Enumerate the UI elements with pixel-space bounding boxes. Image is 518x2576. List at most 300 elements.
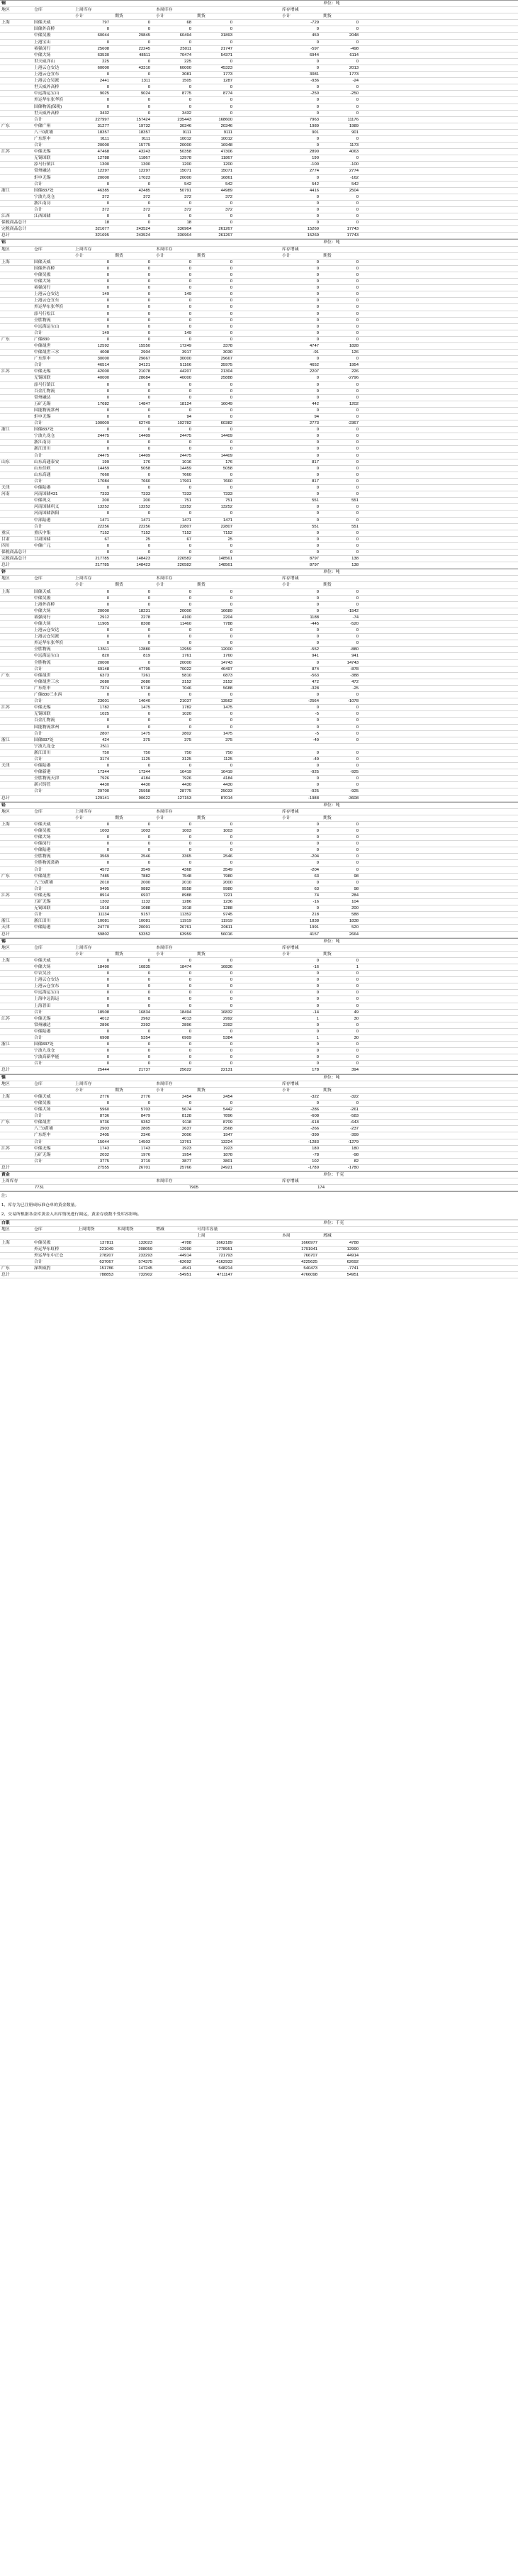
change-futures-cell: 551 (351, 498, 359, 503)
last-subtotal-cell: 8736 (99, 1114, 109, 1119)
table-row (0, 162, 518, 168)
this-futures-cell: 9111 (223, 130, 232, 135)
change-subtotal-cell: 4157 (309, 932, 319, 937)
table-row (0, 860, 518, 866)
last-futures-cell: 0 (147, 861, 150, 866)
change-futures-cell: 0 (356, 330, 359, 335)
change-futures-cell: 0 (356, 880, 359, 885)
this-subtotal-cell: 3432 (181, 111, 191, 116)
last-futures-cell: 0 (147, 835, 150, 840)
this-subtotal-cell: 0 (188, 286, 191, 291)
this-subtotal-cell: 0 (188, 260, 191, 264)
this-subtotal-cell: 0 (188, 1029, 191, 1034)
last-subtotal-cell: 2441 (99, 79, 109, 84)
last-subtotal-cell: 9111 (100, 136, 109, 141)
warehouse-cell: 外运华东张华浜 (34, 98, 64, 103)
table-row (0, 822, 518, 828)
table-row (0, 1126, 518, 1132)
table-row (0, 640, 518, 647)
last-futures-cell: 10081 (138, 919, 150, 924)
metal-name: 铅 (1, 803, 6, 808)
warehouse-cell: 中储大场 (34, 835, 51, 840)
this-subtotal-cell: 1923 (181, 1146, 191, 1151)
table-row (0, 1272, 518, 1278)
this-subtotal-cell: 63959 (179, 932, 191, 937)
this-futures-cell: 732902 (138, 1273, 152, 1277)
warehouse-cell: 外运华东虹桥 (34, 1247, 60, 1251)
change-subtotal-cell: 1 (316, 1016, 319, 1021)
last-subtotal-cell: 0 (106, 415, 109, 419)
unit-label: 单位：千克 (323, 1221, 344, 1226)
header-subtotal: 小计 (75, 583, 84, 588)
last-futures-cell: 137811 (99, 1240, 113, 1245)
this-futures-cell: 0 (230, 395, 232, 400)
change-subtotal-cell: 1838 (309, 919, 319, 924)
last-futures-cell: 0 (147, 408, 150, 413)
change-futures-cell: 0 (356, 602, 359, 607)
region-cell: 浙江 (1, 428, 10, 433)
this-subtotal-cell: 336964 (177, 233, 191, 238)
table-row (0, 841, 518, 847)
change-subtotal-cell: 0 (316, 492, 319, 497)
warehouse-cell: 合计 (34, 1010, 43, 1015)
last-futures-cell: 0 (147, 330, 150, 335)
header-change: 库存增减 (282, 247, 299, 252)
header-this-week: 本周库存 (156, 8, 173, 13)
change-subtotal-cell: 472 (312, 679, 319, 684)
this-futures-cell: 148561 (218, 563, 232, 568)
table-row (0, 589, 518, 596)
warehouse-cell: 中储大场 (34, 964, 51, 969)
last-futures-cell: 0 (147, 447, 150, 452)
this-futures-cell: 7152 (223, 530, 232, 535)
change-subtotal-cell: 0 (316, 214, 319, 219)
last-subtotal-cell: 3432 (99, 111, 109, 116)
this-futures-cell: 0 (230, 971, 232, 976)
last-futures-cell: 6937 (140, 893, 150, 898)
change-futures-cell: 0 (356, 737, 359, 742)
this-subtotal-cell: 30346 (179, 123, 191, 128)
warehouse-cell: 合计 (34, 867, 43, 872)
last-futures-cell: 0 (147, 40, 150, 45)
this-futures-cell: 2568 (223, 1127, 232, 1132)
metal-name: 镍 (1, 1075, 6, 1080)
change-subtotal-cell: 218 (312, 913, 319, 918)
this-subtotal-cell: 1016 (181, 459, 191, 464)
this-futures-cell: 261267 (218, 233, 232, 238)
last-futures-cell: 788853 (99, 1273, 113, 1277)
this-subtotal-cell: 25011 (180, 46, 191, 51)
table-row (0, 847, 518, 854)
table-row (0, 298, 518, 304)
last-subtotal-cell: 0 (106, 550, 109, 554)
table-row (0, 472, 518, 479)
this-subtotal-cell: 4013 (181, 1016, 191, 1021)
change-futures-cell: -399 (350, 1133, 359, 1138)
table-row (0, 854, 518, 860)
warehouse-cell: 中远海运宝山 (34, 991, 60, 996)
change-subtotal-cell: 0 (316, 472, 319, 477)
this-futures-cell: 29667 (220, 357, 232, 362)
warehouse-cell: 中储天威 (34, 958, 51, 963)
last-futures-cell: 0 (147, 628, 150, 633)
last-futures-cell: 0 (147, 59, 150, 64)
this-futures-cell: 2392 (223, 1022, 232, 1027)
change-futures-cell: 0 (356, 299, 359, 303)
warehouse-cell: 中农吴泾 (34, 971, 51, 976)
this-subtotal-cell: 0 (188, 318, 191, 323)
warehouse-cell: 上港云仓宜东 (34, 72, 60, 77)
header-this-week: 本周库存 (156, 945, 173, 950)
last-subtotal-cell: 25444 (97, 1068, 109, 1073)
table-row (0, 401, 518, 408)
change-subtotal-cell: 0 (316, 958, 319, 963)
this-futures-cell: 0 (230, 589, 232, 594)
last-futures-cell: 7152 (140, 530, 150, 535)
this-futures-cell: 0 (230, 111, 232, 116)
table-row (0, 769, 518, 776)
last-subtotal-cell: 0 (106, 842, 109, 847)
this-futures-cell: 0 (230, 984, 232, 989)
warehouse-cell: 中储晟世 (34, 874, 51, 879)
last-futures-cell: 9024 (140, 91, 150, 96)
this-futures-cell: 133023 (138, 1240, 152, 1245)
last-futures-cell: 0 (147, 337, 150, 342)
change-subtotal-cell: 0 (316, 641, 319, 646)
this-subtotal-cell: 8988 (181, 893, 191, 898)
last-subtotal-cell: 217785 (95, 563, 109, 568)
header-subtotal: 小计 (75, 815, 84, 820)
last-futures-cell: 20091 (138, 925, 150, 930)
last-subtotal-cell: 0 (106, 1042, 109, 1047)
last-futures-cell: 5703 (140, 1108, 150, 1113)
last-subtotal-cell: 4430 (99, 783, 109, 788)
change-subtotal-cell: 0 (316, 440, 319, 445)
last-subtotal-cell: 225 (102, 59, 109, 64)
this-futures-cell: 7660 (223, 479, 232, 484)
table-row (0, 874, 518, 880)
change-subtotal-cell: 551 (312, 524, 319, 529)
warehouse-cell: 八三0黄埔 (34, 880, 53, 885)
change-subtotal-cell: 0 (316, 85, 319, 90)
change-futures-cell: 0 (356, 104, 359, 109)
region-cell: 江西 (1, 214, 10, 219)
last-subtotal-cell: 7374 (99, 686, 109, 691)
change-futures-cell: 98 (354, 874, 359, 879)
change-futures-cell: -322 (350, 1094, 359, 1099)
change-subtotal-cell: 0 (316, 842, 319, 847)
table-row (0, 880, 518, 886)
change-futures-cell: -1279 (347, 1139, 359, 1144)
last-futures-cell: 2278 (140, 615, 150, 620)
unit-label: 单位：吨 (323, 1, 340, 6)
warehouse-cell: 常州融达 (34, 1022, 51, 1027)
this-futures-cell: 25 (227, 537, 232, 542)
this-futures-cell: 20346 (220, 123, 232, 128)
last-futures-cell: 25958 (138, 789, 150, 794)
change-subtotal-cell: 0 (316, 543, 319, 548)
table-row (0, 104, 518, 111)
cap-this-cell: 1666977 (301, 1240, 317, 1245)
warehouse-cell: 合计 (34, 1259, 43, 1264)
this-futures-cell: 1947 (223, 1133, 232, 1138)
table-row (0, 1042, 518, 1048)
last-subtotal-cell: 0 (106, 978, 109, 983)
change-subtotal-cell: 817 (312, 459, 319, 464)
table-row (0, 291, 518, 298)
last-subtotal-cell: 6908 (99, 1036, 109, 1040)
this-subtotal-cell: 4430 (181, 783, 191, 788)
region-cell: 浙江 (1, 1042, 10, 1047)
this-futures-cell: 0 (230, 330, 232, 335)
change-subtotal-cell: 0 (316, 279, 319, 284)
this-futures-cell: 16836 (220, 964, 232, 969)
warehouse-cell: 合计 (34, 330, 43, 335)
region-cell: 江苏 (1, 1016, 10, 1021)
last-subtotal-cell: 2912 (99, 615, 109, 620)
header-futures: 期货 (197, 815, 205, 820)
this-subtotal-cell: 0 (188, 1055, 191, 1060)
region-cell: 广东 (1, 123, 10, 128)
subheader-row (0, 1088, 518, 1094)
change-subtotal-cell: 7963 (309, 117, 319, 122)
change-futures-cell: 2664 (349, 932, 359, 937)
last-futures-cell: 148423 (136, 557, 150, 562)
last-futures-cell: 0 (147, 395, 150, 400)
last-futures-cell: 0 (147, 214, 150, 219)
change-subtotal-cell: 63 (314, 886, 319, 891)
cap-change-cell: 62692 (347, 1259, 359, 1264)
last-subtotal-cell: 0 (106, 214, 109, 219)
last-subtotal-cell: 46514 (97, 363, 109, 368)
last-subtotal-cell: 0 (106, 984, 109, 989)
warehouse-cell: 中储大场 (34, 279, 51, 284)
table-row (0, 194, 518, 201)
change-subtotal-cell: 551 (312, 498, 319, 503)
region-cell: 山东 (1, 459, 10, 464)
last-subtotal-cell: 0 (106, 40, 109, 45)
cap-this-cell: 540473 (303, 1266, 317, 1271)
last-futures-cell: 0 (147, 602, 150, 607)
table-row (0, 343, 518, 350)
this-futures-cell: 3801 (223, 1159, 232, 1164)
table-row (0, 899, 518, 905)
region-cell: 浙江 (1, 188, 10, 193)
header-futures: 期货 (323, 253, 332, 258)
this-subtotal-cell: 2010 (181, 880, 191, 885)
header-row (0, 945, 518, 952)
warehouse-cell: 裕强闵行 (34, 615, 51, 620)
change-futures-cell: 2013 (349, 65, 359, 70)
change-subtotal-cell: 0 (316, 505, 319, 510)
change-futures-cell: 4063 (349, 150, 359, 155)
this-subtotal-cell: 9118 (182, 1120, 191, 1125)
last-futures-cell: 0 (147, 550, 150, 554)
last-subtotal-cell: 20000 (97, 660, 109, 665)
change-subtotal-cell: -204 (310, 867, 319, 872)
this-subtotal-cell: 375 (184, 737, 191, 742)
change-futures-cell: 0 (356, 718, 359, 723)
warehouse-cell: 中远海运宝山 (34, 91, 60, 96)
this-futures-cell: 372 (225, 208, 232, 212)
table-row (0, 602, 518, 608)
last-futures-cell: 48511 (139, 52, 150, 57)
change-futures-cell: 0 (356, 286, 359, 291)
this-futures-cell: 6873 (223, 673, 232, 678)
warehouse-cell: 合计 (34, 117, 43, 122)
this-futures-cell: 8774 (223, 91, 232, 96)
table-row (0, 427, 518, 433)
this-futures-cell: 13562 (220, 699, 232, 704)
this-futures-cell: 0 (230, 1055, 232, 1060)
warehouse-cell: 宁波高新华能 (34, 1055, 60, 1060)
cap-this-cell: 4766098 (301, 1273, 317, 1277)
last-subtotal-cell: 0 (106, 318, 109, 323)
this-subtotal-cell: 18 (186, 221, 191, 225)
this-futures-cell: 0 (230, 718, 232, 723)
change-futures-cell: 0 (356, 750, 359, 755)
warehouse-cell: 添马行镇江 (34, 382, 55, 387)
this-futures-cell: 0 (230, 428, 232, 433)
this-subtotal-cell: 0 (188, 272, 191, 277)
change-subtotal-cell: 0 (316, 608, 319, 613)
table-row (0, 660, 518, 667)
this-subtotal-cell: 0 (188, 1100, 191, 1105)
last-futures-cell: 0 (147, 440, 150, 445)
cap-change-cell: 12990 (347, 1247, 359, 1251)
last-futures-cell: 0 (147, 428, 150, 433)
section-title-row (0, 1, 518, 7)
warehouse-cell: 中储广元 (34, 543, 51, 548)
table-row (0, 757, 518, 763)
last-subtotal-cell: 2032 (99, 1152, 109, 1157)
last-subtotal-cell: 14459 (97, 466, 109, 471)
change-futures-cell: 0 (356, 324, 359, 329)
last-futures-cell: 42485 (138, 188, 150, 193)
change-subtotal-cell: 0 (316, 835, 319, 840)
last-subtotal-cell: 7485 (99, 874, 109, 879)
change-futures-cell: 0 (356, 208, 359, 212)
this-futures-cell: 25888 (220, 376, 232, 381)
change-subtotal-cell: -1789 (308, 1165, 319, 1170)
last-futures-cell: 0 (147, 472, 150, 477)
table-row (0, 52, 518, 59)
last-futures-cell: 0 (147, 27, 150, 32)
change-subtotal-cell: 1989 (309, 123, 319, 128)
last-futures-cell: 1088 (140, 906, 150, 911)
this-futures-cell: 0 (230, 725, 232, 730)
change-futures-cell: 0 (356, 530, 359, 535)
change-futures-cell: 200 (351, 906, 359, 911)
table-row (0, 596, 518, 602)
table-row (0, 117, 518, 123)
table-row (0, 207, 518, 213)
last-subtotal-cell: 12788 (97, 156, 109, 161)
this-futures-cell: 47306 (220, 150, 232, 155)
last-subtotal-cell: 0 (106, 1049, 109, 1054)
region-cell: 完税商品总计 (1, 557, 27, 562)
change-futures-cell: 0 (356, 492, 359, 497)
last-subtotal-cell: 0 (106, 602, 109, 607)
region-cell: 上海 (1, 589, 10, 594)
change-subtotal-cell: -1988 (308, 796, 319, 801)
last-futures-cell: 0 (147, 292, 150, 297)
change-futures-cell: 17743 (347, 227, 359, 232)
last-futures-cell: 8479 (140, 1114, 150, 1119)
last-subtotal-cell: 4572 (99, 867, 109, 872)
this-subtotal-cell: 0 (188, 589, 191, 594)
this-subtotal-cell: 13252 (179, 505, 191, 510)
table-row (0, 311, 518, 318)
cap-this-cell: 766707 (303, 1253, 317, 1258)
change-subtotal-cell: 450 (312, 33, 319, 38)
this-futures-cell: 0 (230, 201, 232, 206)
last-subtotal-cell: 42000 (97, 369, 109, 374)
this-futures-cell: 7333 (223, 492, 232, 497)
warehouse-cell: 中储大场 (34, 1108, 51, 1113)
table-row (0, 692, 518, 698)
table-row (0, 796, 518, 802)
this-subtotal-cell: 15071 (179, 169, 191, 174)
section-title-row (0, 939, 518, 945)
last-futures-cell: 1003 (140, 829, 150, 833)
table-row (0, 350, 518, 356)
table-row (0, 84, 518, 91)
cap-last-cell: 4162933 (216, 1259, 232, 1264)
change-subtotal-cell: 0 (316, 194, 319, 199)
change-futures-cell: -100 (350, 162, 359, 167)
table-row (0, 1253, 518, 1259)
this-futures-cell: 0 (230, 1042, 232, 1047)
change-futures-cell: 0 (356, 835, 359, 840)
warehouse-cell: 上港宝山 (34, 40, 51, 45)
unit-label: 单位：吨 (323, 1075, 340, 1080)
change-futures-cell: 0 (356, 589, 359, 594)
warehouse-cell: 裕强闵行 (34, 286, 51, 291)
this-futures-cell: 16049 (220, 401, 232, 406)
last-subtotal-cell: 0 (106, 395, 109, 400)
table-row (0, 40, 518, 46)
change-futures-cell: -878 (350, 667, 359, 671)
change-cell: -54951 (178, 1273, 191, 1277)
region-cell: 江苏 (1, 1146, 10, 1151)
this-futures-cell: 0 (230, 27, 232, 32)
change-subtotal-cell: 0 (316, 299, 319, 303)
this-futures-cell: 0 (230, 389, 232, 394)
table-row (0, 123, 518, 130)
last-subtotal-cell: 59802 (97, 932, 109, 937)
change-subtotal-cell: 0 (316, 693, 319, 698)
warehouse-cell: 中储陆港 (34, 764, 51, 769)
warehouse-cell: 广东炬申 (34, 686, 51, 691)
last-futures-cell: 0 (147, 641, 150, 646)
this-futures-cell: 1760 (223, 654, 232, 659)
change-futures-cell: 0 (356, 318, 359, 323)
warehouse-cell: 广东炬申 (34, 357, 51, 362)
this-futures-cell: 0 (230, 292, 232, 297)
warehouse-cell: 中储无锡 (34, 706, 51, 710)
change-subtotal-cell: 0 (316, 330, 319, 335)
last-subtotal-cell: 18508 (97, 1010, 109, 1015)
table-row (0, 667, 518, 673)
last-futures-cell: 0 (147, 311, 150, 316)
header-region: 地区 (1, 1227, 10, 1232)
table-row (0, 744, 518, 750)
table-row (0, 925, 518, 931)
last-futures-cell: 0 (147, 21, 150, 26)
this-subtotal-cell: 3877 (181, 1159, 191, 1164)
warehouse-cell: 合计 (34, 479, 43, 484)
